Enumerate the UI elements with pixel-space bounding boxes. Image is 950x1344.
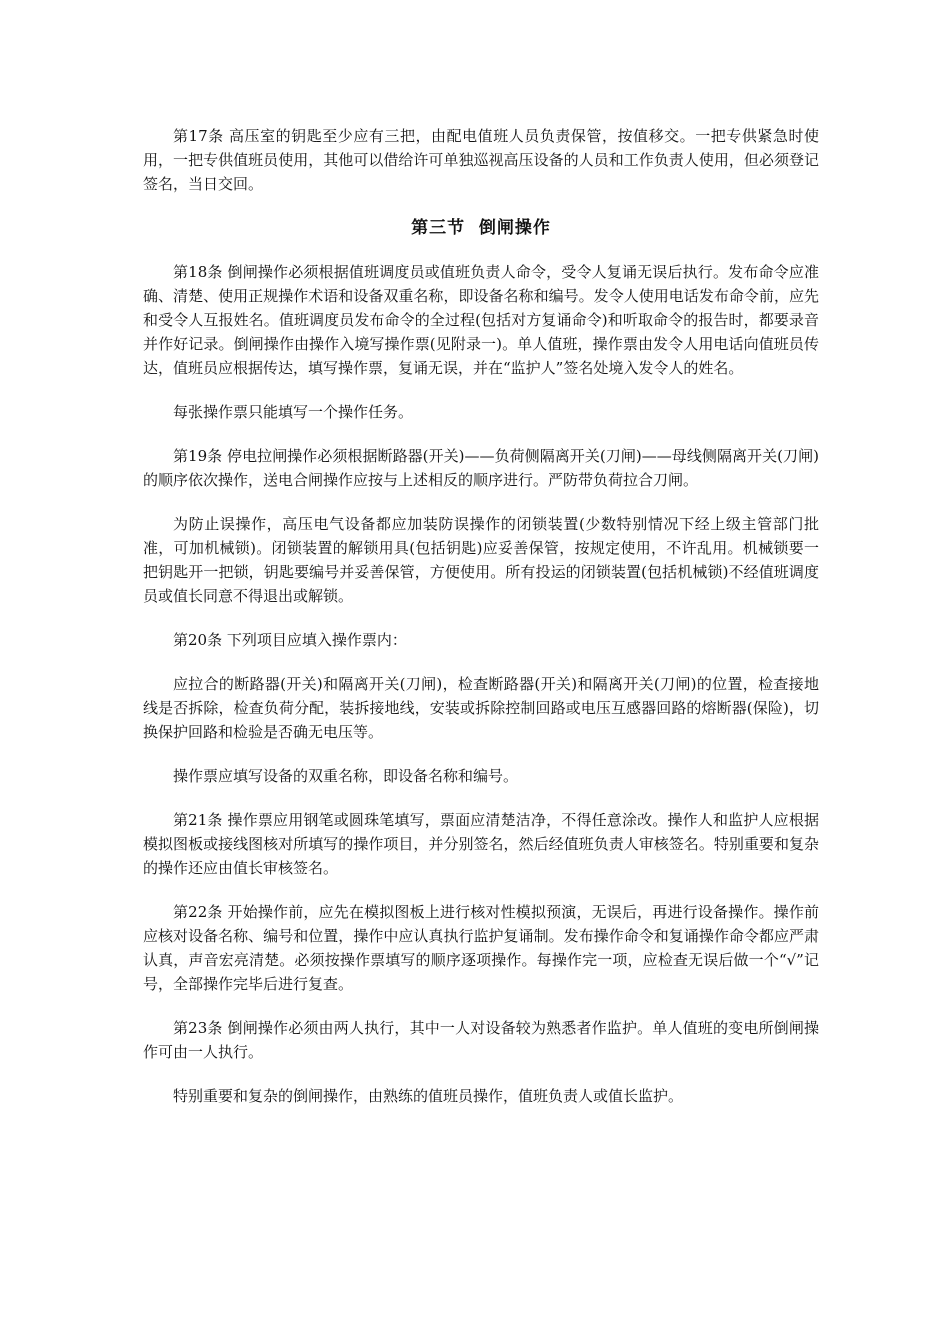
document-body — [143, 124, 819, 1128]
paragraph-supervision: 特别重要和复杂的倒闸操作，由熟练的值班员操作，值班负责人或值长监护。 — [173, 1087, 684, 1105]
section-title: 第三节 倒闸操作 — [411, 218, 551, 238]
paragraph-article-17: 第17条 高压室的钥匙至少应有三把，由配电值班人员负责保管，按值移交。一把专供紧急时使用，一把专供值班员使用，其他可以借给许可单独巡视高压设备的人员和工作负责人使用，但必须登记签名，当日交回。 — [143, 127, 819, 193]
paragraph-article-21: 第21条 操作票应用钢笔或圆珠笔填写，票面应清楚洁净，不得任意涂改。操作人和监护人应根据模拟图板或接线图核对所填写的操作项目，并分别签名，然后经值班负责人审核签名。特别重要和复杂的操作还应由值长审核签名。 — [143, 811, 819, 877]
paragraph-items-list: 应拉合的断路器(开关)和隔离开关(刀闸)，检查断路器(开关)和隔离开关(刀闸)的位置，检查接地线是否拆除，检查负荷分配，装拆接地线，安装或拆除控制回路或电压互感器回路的熔断器(保险)，切换保护回路和检验是否确无电压等。 — [143, 675, 819, 741]
paragraph-article-23: 第23条 倒闸操作必须由两人执行，其中一人对设备较为熟悉者作监护。单人值班的变电所倒闸操作可由一人执行。 — [143, 1019, 819, 1061]
paragraph-article-22: 第22条 开始操作前，应先在模拟图板上进行核对性模拟预演，无误后，再进行设备操作。操作前应核对设备名称、编号和位置，操作中应认真执行监护复诵制。发布操作命令和复诵操作命令都应严肃认真，声音宏亮清楚。必须按操作票填写的顺序逐项操作。每操作完一项，应检查无误后做一个“√”记号，全部操作完毕后进行复查。 — [143, 903, 819, 993]
paragraph-article-20: 第20条 下列项目应填入操作票内： — [173, 631, 407, 649]
paragraph-single-task: 每张操作票只能填写一个操作任务。 — [173, 403, 414, 421]
paragraph-double-name: 操作票应填写设备的双重名称，即设备名称和编号。 — [173, 767, 519, 785]
paragraph-article-19: 第19条 停电拉闸操作必须根据断路器(开关)——负荷侧隔离开关(刀闸)——母线侧隔离开关(刀闸)的顺序依次操作，送电合闸操作应按与上述相反的顺序进行。严防带负荷拉合刀闸。 — [143, 447, 819, 489]
paragraph-article-18: 第18条 倒闸操作必须根据值班调度员或值班负责人命令，受令人复诵无误后执行。发布命令应准确、清楚、使用正规操作术语和设备双重名称，即设备名称和编号。发令人使用电话发布命令前，应先和受令人互报姓名。值班调度员发布命令的全过程(包括对方复诵命令)和听取命令的报告时，都要录音并作好记录。倒闸操作由操作入境写操作票(见附录一)。单人值班，操作票由发令人用电话向值班员传达，值班员应根据传达，填写操作票，复诵无误，并在“监护人”签名处境入发令人的姓名。 — [143, 263, 819, 377]
paragraph-interlock: 为防止误操作，高压电气设备都应加装防误操作的闭锁装置(少数特别情况下经上级主管部门批准，可加机械锁)。闭锁装置的解锁用具(包括钥匙)应妥善保管，按规定使用，不许乱用。机械锁要一把钥匙开一把锁，钥匙要编号并妥善保管，方便使用。所有投运的闭锁装置(包括机械锁)不经值班调度员或值长同意不得退出或解锁。 — [143, 515, 819, 605]
